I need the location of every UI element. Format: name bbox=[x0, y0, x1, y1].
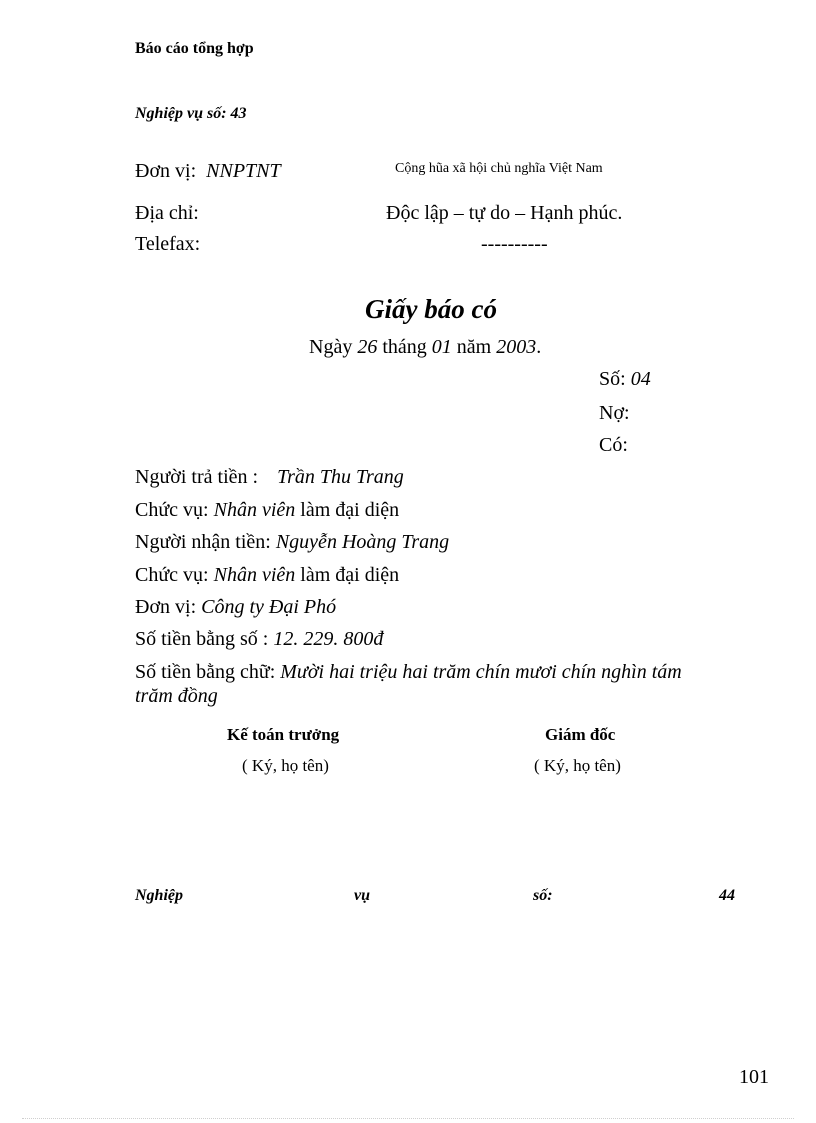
receiver-value: Nguyễn Hoàng Trang bbox=[275, 531, 450, 553]
receiver-row bbox=[135, 531, 449, 554]
document-title: Giấy báo có bbox=[365, 294, 497, 324]
amount-words-row bbox=[135, 661, 682, 684]
date-month: 01 bbox=[431, 336, 452, 358]
payer-position-label: Chức vụ: bbox=[135, 499, 209, 521]
amount-number-label: Số tiền bằng số : bbox=[135, 628, 269, 650]
amount-number-row bbox=[135, 628, 383, 651]
address-label: Địa chỉ: bbox=[135, 202, 199, 224]
national-motto: Độc lập – tự do – Hạnh phúc. bbox=[386, 202, 623, 224]
director-title: Giám đốc bbox=[545, 725, 616, 744]
payer-position-italic: Nhân viên bbox=[213, 499, 296, 521]
next-transaction-word-1: Nghiệp bbox=[135, 887, 183, 904]
transaction-label: Nghiệp vụ số: 43 bbox=[135, 105, 247, 122]
amount-number-value: 12. 229. 800đ bbox=[273, 628, 384, 650]
company-unit bbox=[135, 160, 281, 183]
payer-value: Trần Thu Trang bbox=[277, 466, 404, 488]
receiver-position-row bbox=[135, 564, 399, 587]
date-month-label: tháng bbox=[382, 336, 427, 358]
debit-label: Nợ: bbox=[599, 402, 630, 424]
payer-label: Người trả tiền : bbox=[135, 466, 259, 488]
report-title: Báo cáo tổng hợp bbox=[135, 40, 254, 57]
company-unit-value: NNPTNT bbox=[206, 160, 281, 182]
number-label: Số: bbox=[599, 368, 626, 390]
date-prefix: Ngày bbox=[309, 336, 353, 358]
document-date bbox=[309, 336, 541, 359]
unit-row bbox=[135, 596, 336, 619]
chief-accountant-title: Kế toán trưởng bbox=[227, 725, 340, 744]
payer-row bbox=[135, 466, 404, 489]
date-suffix: . bbox=[536, 336, 542, 358]
next-transaction-word-4: 44 bbox=[719, 887, 735, 904]
next-transaction-word-3: số: bbox=[533, 887, 553, 904]
chief-accountant-note: ( Ký, họ tên) bbox=[242, 756, 329, 775]
detail-unit-value: Công ty Đại Phó bbox=[201, 596, 337, 618]
page-bottom-divider bbox=[22, 1118, 794, 1119]
receiver-position-rest: làm đại diện bbox=[300, 564, 400, 586]
receiver-position-italic: Nhân viên bbox=[213, 564, 296, 586]
amount-words-line1: Mười hai triệu hai trăm chín mươi chín nghìn tám bbox=[280, 661, 682, 683]
amount-words-label: Số tiền bằng chữ: bbox=[135, 661, 276, 683]
payer-position-row bbox=[135, 499, 399, 522]
amount-words-line2: trăm đồng bbox=[135, 685, 218, 707]
date-year: 2003 bbox=[496, 336, 537, 358]
document-number bbox=[599, 368, 651, 391]
date-day: 26 bbox=[357, 336, 378, 358]
next-transaction-word-2: vụ bbox=[354, 887, 370, 904]
detail-unit-label: Đơn vị: bbox=[135, 596, 197, 618]
page-number: 101 bbox=[739, 1066, 769, 1088]
telefax-label: Telefax: bbox=[135, 233, 201, 255]
director-note: ( Ký, họ tên) bbox=[534, 756, 621, 775]
payer-position-rest: làm đại diện bbox=[300, 499, 400, 521]
date-year-label: năm bbox=[456, 336, 492, 358]
number-value: 04 bbox=[630, 368, 651, 390]
motto-separator: ---------- bbox=[481, 233, 548, 255]
company-unit-label: Đơn vị: bbox=[135, 160, 197, 182]
credit-label: Có: bbox=[599, 434, 628, 456]
republic-heading: Cộng hũa xã hội chủ nghĩa Việt Nam bbox=[395, 161, 603, 176]
receiver-label: Người nhận tiền: bbox=[135, 531, 271, 553]
receiver-position-label: Chức vụ: bbox=[135, 564, 209, 586]
